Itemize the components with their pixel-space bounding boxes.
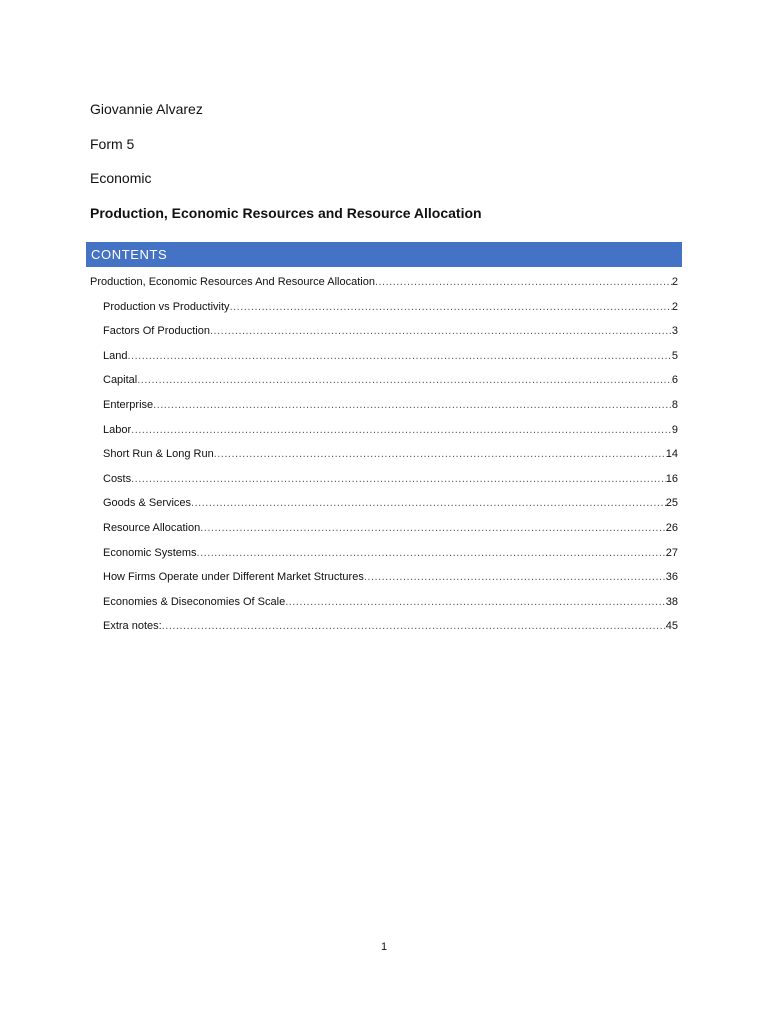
toc-entry-title[interactable]: Capital	[103, 374, 138, 387]
toc-entry-page[interactable]: 25	[665, 497, 678, 510]
toc-leader-dots	[210, 325, 672, 337]
toc-entry-title[interactable]: How Firms Operate under Different Market Structures	[103, 571, 364, 584]
toc-entry-page[interactable]: 27	[665, 546, 678, 559]
toc-entry-page[interactable]: 26	[665, 521, 678, 534]
toc-entry-page[interactable]: 14	[665, 448, 678, 461]
toc-leader-dots	[127, 350, 671, 362]
table-of-contents	[90, 276, 678, 645]
toc-entry-title[interactable]: Short Run & Long Run	[103, 448, 214, 461]
toc-entry-title[interactable]: Economic Systems	[103, 546, 197, 559]
toc-entry-page[interactable]: 45	[665, 620, 678, 633]
contents-heading: CONTENTS	[86, 242, 682, 267]
toc-entry-title[interactable]: Enterprise	[103, 398, 154, 411]
toc-entry-title[interactable]: Costs	[103, 472, 132, 485]
toc-leader-dots	[214, 448, 666, 460]
toc-entry-page[interactable]: 8	[671, 398, 678, 411]
toc-entry-page[interactable]: 9	[671, 423, 678, 436]
toc-entry-page[interactable]: 3	[671, 325, 678, 338]
toc-leader-dots	[137, 374, 672, 386]
toc-entry-title[interactable]: Extra notes:	[103, 620, 162, 633]
toc-entry-title[interactable]: Production vs Productivity	[103, 300, 230, 313]
toc-entry-page[interactable]: 6	[671, 374, 678, 387]
toc-leader-dots	[285, 596, 666, 608]
toc-entry-page[interactable]: 16	[665, 472, 678, 485]
form-level: Form 5	[90, 136, 135, 152]
toc-leader-dots	[375, 276, 672, 288]
toc-leader-dots	[364, 571, 666, 583]
toc-leader-dots	[200, 522, 666, 534]
toc-entry[interactable]	[90, 325, 678, 350]
toc-entry[interactable]	[90, 448, 678, 473]
toc-entry[interactable]	[90, 620, 678, 645]
toc-entry-title[interactable]: Labor	[103, 423, 132, 436]
toc-entry[interactable]	[90, 399, 678, 424]
toc-entry-title[interactable]: Resource Allocation	[103, 521, 201, 534]
toc-entry[interactable]	[90, 571, 678, 596]
toc-entry-title[interactable]: Economies & Diseconomies Of Scale	[103, 595, 286, 608]
toc-entry[interactable]	[90, 522, 678, 547]
toc-entry-title[interactable]: Land	[103, 349, 128, 362]
toc-leader-dots	[197, 547, 666, 559]
toc-entry-page[interactable]: 2	[671, 300, 678, 313]
toc-entry-title[interactable]: Goods & Services	[103, 497, 192, 510]
page-number: 1	[380, 941, 388, 953]
toc-entry-title[interactable]: Factors Of Production	[103, 325, 210, 338]
toc-leader-dots	[153, 399, 672, 411]
subject-name: Economic	[90, 170, 152, 186]
toc-entry[interactable]	[90, 424, 678, 449]
toc-entry[interactable]	[90, 374, 678, 399]
toc-leader-dots	[162, 620, 666, 632]
toc-entry[interactable]	[90, 276, 678, 301]
author-name: Giovannie Alvarez	[90, 101, 203, 117]
toc-entry-page[interactable]: 36	[665, 571, 678, 584]
toc-entry[interactable]	[90, 497, 678, 522]
toc-entry[interactable]	[90, 350, 678, 375]
document-title: Production, Economic Resources and Resource Allocation	[90, 205, 482, 221]
toc-entry-page[interactable]: 2	[671, 276, 678, 288]
toc-leader-dots	[131, 473, 666, 485]
toc-entry[interactable]	[90, 596, 678, 621]
toc-entry-page[interactable]: 38	[665, 595, 678, 608]
toc-entry[interactable]	[90, 473, 678, 498]
toc-leader-dots	[191, 497, 666, 509]
toc-entry[interactable]	[90, 547, 678, 572]
toc-leader-dots	[131, 424, 672, 436]
toc-leader-dots	[230, 301, 672, 313]
toc-entry-page[interactable]: 5	[671, 349, 678, 362]
toc-entry-title[interactable]: Production, Economic Resources And Resource Allocation	[90, 276, 375, 288]
toc-entry[interactable]	[90, 301, 678, 326]
